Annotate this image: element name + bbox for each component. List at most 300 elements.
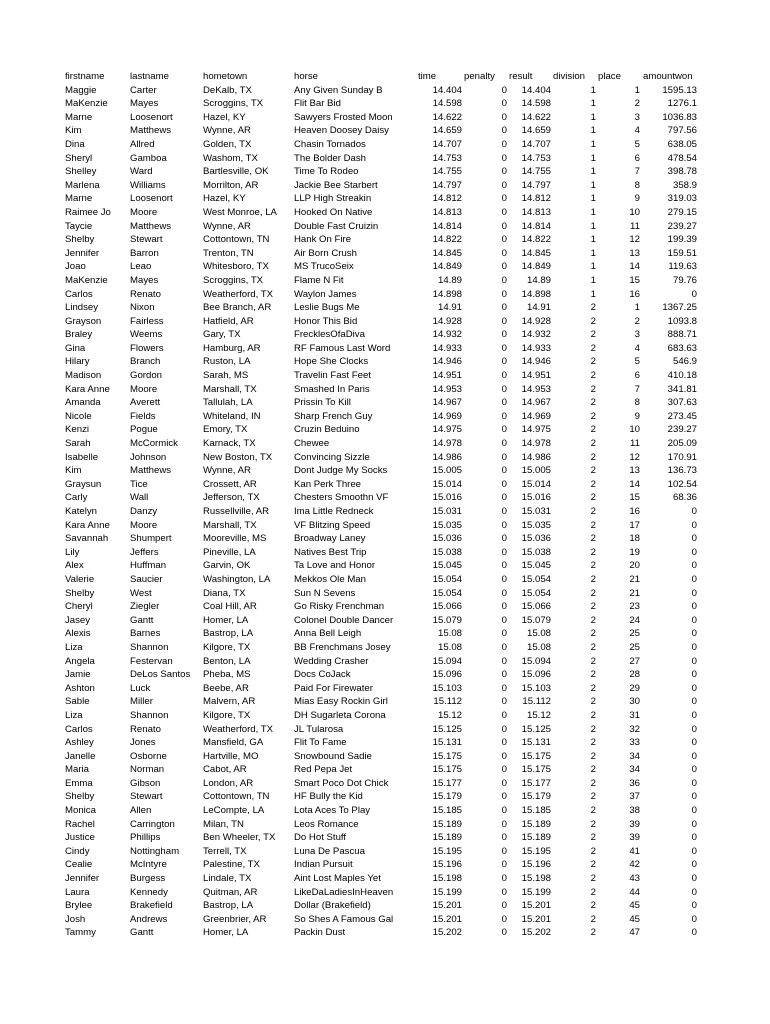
cell-hometown: Cabot, AR [203, 764, 247, 776]
cell-penalty: 0 [501, 315, 507, 327]
cell-horse: Chesters Smoothn VF [294, 492, 389, 504]
cell-hometown: Kilgore, TX [203, 709, 251, 721]
cell-firstname: Shelby [65, 587, 95, 599]
cell-penalty: 0 [501, 111, 507, 123]
cell-firstname: Lindsey [65, 302, 99, 314]
cell-result: 15.199 [521, 886, 551, 898]
cell-firstname: Kim [65, 125, 82, 137]
cell-division: 1 [590, 179, 596, 191]
cell-division: 2 [590, 927, 596, 939]
cell-horse: Time To Rodeo [294, 166, 359, 178]
cell-amountwon: 0 [691, 709, 697, 721]
table-row [0, 152, 770, 166]
cell-firstname: Katelyn [65, 506, 97, 517]
cell-penalty: 0 [501, 274, 507, 286]
cell-firstname: Jennifer [65, 873, 100, 885]
cell-result: 15.066 [521, 601, 551, 613]
cell-penalty: 0 [501, 546, 507, 558]
cell-lastname: Averett [130, 397, 161, 409]
cell-result: 15.177 [521, 777, 551, 789]
cell-division: 1 [590, 152, 596, 164]
cell-lastname: Festervan [130, 655, 173, 667]
cell-place: 28 [629, 669, 640, 681]
cell-amountwon: 0 [691, 587, 697, 599]
cell-amountwon: 0 [691, 791, 697, 803]
table-row [0, 913, 770, 927]
cell-division: 1 [590, 261, 596, 273]
cell-division: 2 [590, 601, 596, 613]
cell-place: 14 [629, 478, 640, 490]
cell-horse: Air Born Crush [294, 247, 357, 259]
cell-penalty: 0 [501, 873, 507, 885]
cell-hometown: Whiteland, IN [203, 410, 261, 422]
cell-penalty: 0 [501, 805, 507, 817]
cell-horse: Prissin To Kill [294, 397, 351, 409]
cell-time: 15.189 [432, 832, 462, 844]
cell-horse: BB Frenchmans Josey [294, 641, 391, 653]
cell-time: 14.986 [432, 451, 462, 463]
table-row [0, 355, 770, 369]
cell-result: 14.812 [521, 193, 551, 205]
cell-result: 15.196 [521, 859, 551, 871]
cell-lastname: Carrington [130, 818, 175, 830]
cell-lastname: Burgess [130, 873, 166, 885]
cell-lastname: Huffman [130, 560, 167, 572]
cell-horse: MS TrucoSeix [294, 261, 354, 273]
table-row [0, 627, 770, 641]
cell-firstname: Sarah [65, 438, 91, 450]
cell-lastname: Stewart [130, 791, 163, 803]
cell-penalty: 0 [501, 397, 507, 409]
cell-hometown: Washom, TX [203, 152, 258, 164]
cell-place: 8 [634, 179, 640, 191]
cell-place: 3 [634, 329, 640, 341]
cell-firstname: Carlos [65, 723, 93, 735]
cell-result: 14.813 [521, 206, 551, 218]
cell-time: 14.797 [432, 179, 462, 191]
cell-amountwon: 1595.13 [662, 84, 697, 96]
table-row [0, 532, 770, 546]
cell-hometown: West Monroe, LA [203, 206, 277, 218]
cell-hometown: Diana, TX [203, 587, 246, 599]
table-row [0, 750, 770, 764]
cell-amountwon: 0 [691, 614, 697, 626]
cell-division: 2 [590, 302, 596, 314]
cell-time: 14.404 [432, 84, 462, 96]
cell-time: 14.967 [432, 397, 462, 409]
cell-hometown: Bartlesville, OK [203, 166, 269, 178]
cell-division: 2 [590, 886, 596, 898]
cell-lastname: Carter [130, 84, 157, 96]
cell-penalty: 0 [501, 424, 507, 436]
cell-time: 15.014 [432, 478, 462, 490]
cell-time: 15.045 [432, 560, 462, 572]
cell-place: 21 [629, 587, 640, 599]
cell-time: 14.755 [432, 166, 462, 178]
table-row [0, 179, 770, 193]
cell-horse: Lota Aces To Play [294, 805, 371, 817]
cell-lastname: Stewart [130, 234, 163, 246]
cell-result: 15.201 [521, 913, 551, 925]
cell-lastname: Shumpert [130, 533, 172, 545]
cell-horse: Ima Little Redneck [294, 506, 374, 517]
table-row [0, 804, 770, 818]
cell-amountwon: 638.05 [667, 138, 697, 150]
cell-horse: Chasin Tornados [294, 138, 366, 150]
cell-firstname: Jennifer [65, 247, 100, 259]
table-row [0, 206, 770, 220]
cell-division: 1 [590, 234, 596, 246]
cell-amountwon: 279.15 [667, 206, 697, 218]
cell-result: 14.933 [521, 342, 551, 354]
cell-result: 15.054 [521, 573, 551, 585]
cell-amountwon: 0 [691, 573, 697, 585]
table-row [0, 790, 770, 804]
cell-result: 14.755 [521, 166, 551, 178]
cell-division: 1 [590, 247, 596, 259]
cell-firstname: Sable [65, 696, 90, 708]
cell-horse: Luna De Pascua [294, 845, 365, 857]
cell-firstname: MaKenzie [65, 274, 108, 286]
cell-penalty: 0 [501, 818, 507, 830]
cell-place: 44 [629, 886, 640, 898]
cell-penalty: 0 [501, 492, 507, 504]
cell-lastname: Fields [130, 410, 156, 422]
cell-penalty: 0 [501, 152, 507, 164]
table-row [0, 342, 770, 356]
cell-horse: Colonel Double Dancer [294, 614, 394, 626]
cell-division: 2 [590, 329, 596, 341]
cell-firstname: Valerie [65, 573, 95, 585]
cell-hometown: London, AR [203, 777, 254, 789]
cell-horse: Flit To Fame [294, 737, 347, 749]
cell-time: 15.035 [432, 519, 462, 531]
cell-amountwon: 0 [691, 641, 697, 653]
cell-place: 3 [634, 111, 640, 123]
cell-place: 4 [634, 125, 640, 137]
cell-horse: So Shes A Famous Gal [294, 913, 394, 925]
cell-firstname: Josh [65, 913, 86, 925]
cell-division: 1 [590, 125, 596, 137]
cell-place: 15 [629, 274, 640, 286]
header-division: division [553, 71, 585, 82]
cell-time: 15.201 [432, 913, 462, 925]
table-row [0, 274, 770, 288]
table-row [0, 478, 770, 492]
cell-hometown: Bastrop, LA [203, 900, 254, 912]
cell-amountwon: 341.81 [667, 383, 697, 395]
cell-result: 15.202 [521, 927, 551, 939]
cell-division: 2 [590, 397, 596, 409]
cell-division: 2 [590, 641, 596, 653]
cell-result: 15.094 [521, 655, 551, 667]
cell-horse: Double Fast Cruizin [294, 220, 379, 232]
cell-firstname: Hilary [65, 356, 90, 368]
cell-time: 15.201 [432, 900, 462, 912]
cell-place: 12 [629, 234, 640, 246]
cell-division: 2 [590, 900, 596, 912]
cell-horse: Dont Judge My Socks [294, 465, 388, 477]
cell-penalty: 0 [501, 614, 507, 626]
cell-result: 15.016 [521, 492, 551, 504]
cell-place: 7 [634, 166, 640, 178]
cell-division: 2 [590, 438, 596, 450]
cell-time: 14.598 [432, 98, 462, 110]
cell-firstname: Emma [65, 777, 93, 789]
table-row [0, 519, 770, 533]
cell-place: 1 [634, 302, 640, 314]
cell-firstname: Liza [65, 641, 83, 653]
table-row [0, 220, 770, 234]
table-row [0, 546, 770, 560]
cell-division: 2 [590, 737, 596, 749]
cell-penalty: 0 [501, 845, 507, 857]
cell-division: 2 [590, 383, 596, 395]
cell-hometown: Gary, TX [203, 329, 241, 341]
cell-firstname: Madison [65, 370, 102, 382]
cell-amountwon: 0 [691, 900, 697, 912]
cell-division: 2 [590, 315, 596, 327]
cell-hometown: Wynne, AR [203, 465, 251, 477]
cell-horse: Broadway Laney [294, 533, 366, 545]
cell-penalty: 0 [501, 302, 507, 314]
cell-result: 14.986 [521, 451, 551, 463]
cell-time: 14.845 [432, 247, 462, 259]
cell-division: 1 [590, 166, 596, 178]
cell-hometown: Crossett, AR [203, 478, 257, 490]
cell-horse: RF Famous Last Word [294, 342, 391, 354]
table-row [0, 423, 770, 437]
cell-firstname: MaKenzie [65, 98, 108, 110]
cell-horse: Docs CoJack [294, 669, 351, 681]
cell-firstname: Jamie [65, 669, 91, 681]
cell-horse: Indian Pursuit [294, 859, 353, 871]
header-hometown: hometown [203, 71, 248, 82]
cell-amountwon: 0 [691, 533, 697, 545]
cell-hometown: Pineville, LA [203, 546, 256, 558]
cell-horse: LikeDaLadiesInHeaven [294, 886, 394, 898]
cell-amountwon: 1367.25 [662, 302, 697, 314]
cell-horse: LLP High Streakin [294, 193, 372, 205]
table-row [0, 192, 770, 206]
cell-place: 25 [629, 641, 640, 653]
table-body [0, 84, 770, 940]
cell-firstname: Marne [65, 111, 93, 123]
cell-division: 2 [590, 533, 596, 545]
cell-division: 2 [590, 764, 596, 776]
cell-division: 2 [590, 682, 596, 694]
cell-hometown: Washington, LA [203, 573, 271, 585]
cell-horse: Leslie Bugs Me [294, 302, 360, 314]
cell-time: 14.953 [432, 383, 462, 395]
cell-hometown: Hartville, MO [203, 750, 259, 762]
cell-firstname: Nicole [65, 410, 92, 422]
cell-horse: Hooked On Native [294, 206, 373, 218]
cell-lastname: Wall [130, 492, 149, 504]
cell-amountwon: 102.54 [667, 478, 697, 490]
cell-hometown: DeKalb, TX [203, 84, 252, 96]
cell-time: 15.185 [432, 805, 462, 817]
cell-division: 2 [590, 410, 596, 422]
cell-place: 45 [629, 900, 640, 912]
cell-result: 15.131 [521, 737, 551, 749]
table-row [0, 328, 770, 342]
cell-lastname: Williams [130, 179, 166, 191]
table-row [0, 505, 770, 519]
cell-penalty: 0 [501, 913, 507, 925]
cell-time: 15.005 [432, 465, 462, 477]
cell-lastname: Weems [130, 329, 163, 341]
cell-lastname: Matthews [130, 125, 172, 137]
cell-hometown: Malvern, AR [203, 696, 256, 708]
cell-amountwon: 170.91 [667, 451, 697, 463]
cell-time: 15.066 [432, 601, 462, 613]
table-row [0, 260, 770, 274]
cell-result: 15.054 [521, 587, 551, 599]
cell-amountwon: 398.78 [667, 166, 697, 178]
cell-result: 15.189 [521, 832, 551, 844]
cell-result: 14.951 [521, 370, 551, 382]
cell-penalty: 0 [501, 601, 507, 613]
cell-penalty: 0 [501, 383, 507, 395]
cell-time: 15.08 [437, 641, 462, 653]
cell-hometown: Garvin, OK [203, 560, 251, 572]
cell-penalty: 0 [501, 98, 507, 110]
cell-penalty: 0 [501, 329, 507, 341]
cell-time: 14.89 [437, 274, 462, 286]
cell-horse: Convincing Sizzle [294, 451, 370, 463]
cell-division: 2 [590, 873, 596, 885]
cell-time: 15.08 [437, 628, 462, 640]
cell-place: 5 [634, 138, 640, 150]
cell-place: 10 [629, 206, 640, 218]
cell-division: 2 [590, 506, 596, 517]
cell-time: 15.036 [432, 533, 462, 545]
cell-time: 14.946 [432, 356, 462, 368]
cell-lastname: Matthews [130, 220, 172, 232]
cell-division: 2 [590, 832, 596, 844]
cell-place: 1 [634, 84, 640, 96]
table-row [0, 695, 770, 709]
cell-time: 14.928 [432, 315, 462, 327]
cell-amountwon: 0 [691, 873, 697, 885]
cell-hometown: Homer, LA [203, 614, 249, 626]
cell-amountwon: 0 [691, 506, 697, 517]
cell-result: 15.189 [521, 818, 551, 830]
cell-amountwon: 0 [691, 750, 697, 762]
table-row [0, 655, 770, 669]
cell-result: 14.849 [521, 261, 551, 273]
cell-firstname: Brylee [65, 900, 93, 912]
table-row [0, 383, 770, 397]
cell-penalty: 0 [501, 900, 507, 912]
cell-horse: Do Hot Stuff [294, 832, 347, 844]
header-lastname: lastname [130, 71, 169, 82]
cell-place: 14 [629, 261, 640, 273]
cell-firstname: Carly [65, 492, 88, 504]
cell-amountwon: 319.03 [667, 193, 697, 205]
cell-time: 15.038 [432, 546, 462, 558]
cell-hometown: Marshall, TX [203, 383, 257, 395]
cell-lastname: Matthews [130, 465, 172, 477]
cell-firstname: Raimee Jo [65, 206, 111, 218]
table-row [0, 396, 770, 410]
cell-horse: Sharp French Guy [294, 410, 373, 422]
cell-time: 14.622 [432, 111, 462, 123]
cell-result: 15.08 [526, 641, 551, 653]
table-row [0, 587, 770, 601]
cell-hometown: Palestine, TX [203, 859, 260, 871]
cell-hometown: Homer, LA [203, 927, 249, 939]
cell-horse: Snowbound Sadie [294, 750, 372, 762]
cell-place: 5 [634, 356, 640, 368]
cell-division: 1 [590, 220, 596, 232]
cell-division: 2 [590, 859, 596, 871]
cell-result: 15.103 [521, 682, 551, 694]
cell-penalty: 0 [501, 641, 507, 653]
cell-place: 2 [634, 98, 640, 110]
cell-result: 14.845 [521, 247, 551, 259]
cell-penalty: 0 [501, 370, 507, 382]
cell-hometown: Tallulah, LA [203, 397, 253, 409]
cell-time: 14.814 [432, 220, 462, 232]
cell-horse: DH Sugarleta Corona [294, 709, 386, 721]
cell-lastname: Nixon [130, 302, 155, 314]
cell-horse: Jackie Bee Starbert [294, 179, 378, 191]
table-row [0, 614, 770, 628]
cell-time: 14.975 [432, 424, 462, 436]
cell-penalty: 0 [501, 410, 507, 422]
cell-result: 14.707 [521, 138, 551, 150]
cell-horse: Flame N Fit [294, 274, 344, 286]
cell-result: 15.005 [521, 465, 551, 477]
cell-result: 14.622 [521, 111, 551, 123]
cell-result: 15.08 [526, 628, 551, 640]
cell-lastname: Moore [130, 383, 158, 395]
cell-lastname: Renato [130, 723, 161, 735]
cell-amountwon: 1036.83 [662, 111, 697, 123]
cell-hometown: Scroggins, TX [203, 98, 264, 110]
cell-amountwon: 205.09 [667, 438, 697, 450]
cell-hometown: Mooreville, MS [203, 533, 267, 545]
cell-time: 14.753 [432, 152, 462, 164]
cell-division: 2 [590, 791, 596, 803]
cell-hometown: Weatherford, TX [203, 288, 274, 300]
cell-hometown: Jefferson, TX [203, 492, 260, 504]
table-row [0, 369, 770, 383]
cell-amountwon: 119.63 [668, 261, 697, 273]
cell-place: 9 [634, 410, 640, 422]
cell-lastname: Miller [130, 696, 153, 708]
cell-horse: Sun N Sevens [294, 587, 356, 599]
cell-place: 16 [629, 506, 640, 517]
cell-horse: Chewee [294, 438, 330, 450]
cell-time: 15.131 [432, 737, 462, 749]
cell-amountwon: 0 [691, 669, 697, 681]
cell-firstname: Ashley [65, 737, 94, 749]
cell-penalty: 0 [501, 791, 507, 803]
cell-lastname: Osborne [130, 750, 167, 762]
cell-division: 2 [590, 805, 596, 817]
cell-penalty: 0 [501, 138, 507, 150]
cell-division: 2 [590, 913, 596, 925]
cell-hometown: Cottontown, TN [203, 791, 270, 803]
cell-penalty: 0 [501, 573, 507, 585]
cell-hometown: Ben Wheeler, TX [203, 832, 276, 844]
cell-time: 15.054 [432, 573, 462, 585]
cell-hometown: Hazel, KY [203, 193, 246, 205]
cell-hometown: Bastrop, LA [203, 628, 254, 640]
